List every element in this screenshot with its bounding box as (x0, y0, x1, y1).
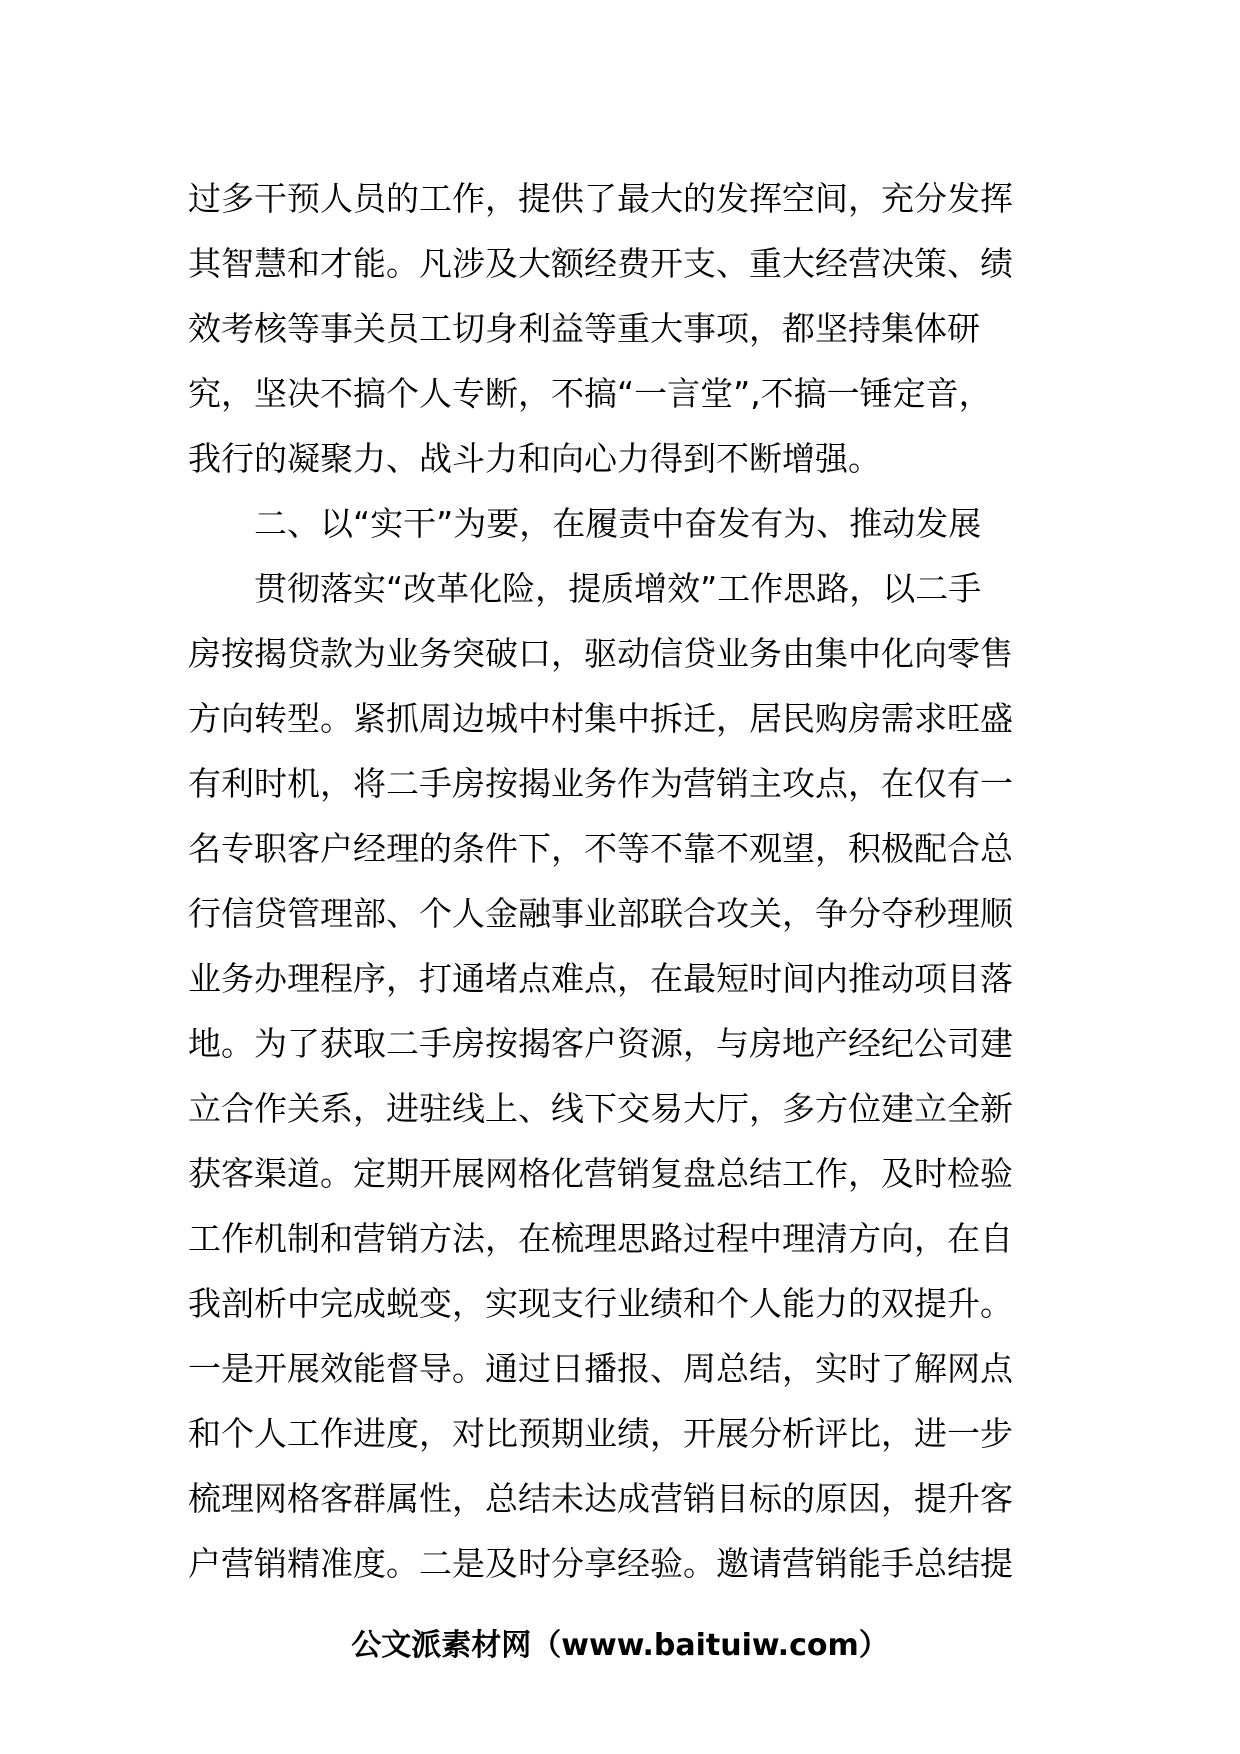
text-line: 立合作关系，进驻线上、线下交易大厅，多方位建立全新 (188, 1089, 1013, 1128)
text-line: 方向转型。紧抓周边城中村集中拆迁，居民购房需求旺盛 (188, 699, 1013, 738)
text-line: 和个人工作进度，对比预期业绩，开展分析评比，进一步 (188, 1414, 1013, 1453)
text-line: 获客渠道。定期开展网格化营销复盘总结工作，及时检验 (188, 1154, 1013, 1193)
text-line: 户营销精准度。二是及时分享经验。邀请营销能手总结提 (188, 1544, 1013, 1583)
text-line: 效考核等事关员工切身利益等重大事项，都坚持集体研 (188, 309, 980, 348)
text-line: 我行的凝聚力、战斗力和向心力得到不断增强。 (188, 439, 881, 478)
text-line: 其智慧和才能。凡涉及大额经费开支、重大经营决策、绩 (188, 244, 1013, 283)
text-line: 究，坚决不搞个人专断，不搞“一言堂”,不搞一锤定音， (188, 374, 992, 413)
paragraph-first-line: 贯彻落实“改革化险，提质增效”工作思路，以二手 (254, 569, 982, 608)
text-line: 行信贷管理部、个人金融事业部联合攻关，争分夺秒理顺 (188, 894, 1013, 933)
text-line: 房按揭贷款为业务突破口，驱动信贷业务由集中化向零售 (188, 634, 1013, 673)
footer-watermark: 公文派素材网（www.baituiw.com） (351, 1628, 889, 1663)
paragraph-first-line: 二、以“实干”为要，在履责中奋发有为、推动发展 (254, 504, 982, 543)
text-line: 一是开展效能督导。通过日播报、周总结，实时了解网点 (188, 1349, 1013, 1388)
text-line: 地。为了获取二手房按揭客户资源，与房地产经纪公司建 (188, 1024, 1013, 1063)
text-line: 过多干预人员的工作，提供了最大的发挥空间，充分发挥 (188, 179, 1013, 218)
text-line: 我剖析中完成蜕变，实现支行业绩和个人能力的双提升。 (188, 1284, 1013, 1323)
document-body (188, 166, 1068, 1596)
text-line: 有利时机，将二手房按揭业务作为营销主攻点，在仅有一 (188, 764, 1013, 803)
text-line: 梳理网格客群属性，总结未达成营销目标的原因，提升客 (188, 1479, 1013, 1518)
text-line: 业务办理程序，打通堵点难点，在最短时间内推动项目落 (188, 959, 1013, 998)
text-line: 工作机制和营销方法，在梳理思路过程中理清方向，在自 (188, 1219, 1013, 1258)
text-line: 名专职客户经理的条件下，不等不靠不观望，积极配合总 (188, 829, 1013, 868)
